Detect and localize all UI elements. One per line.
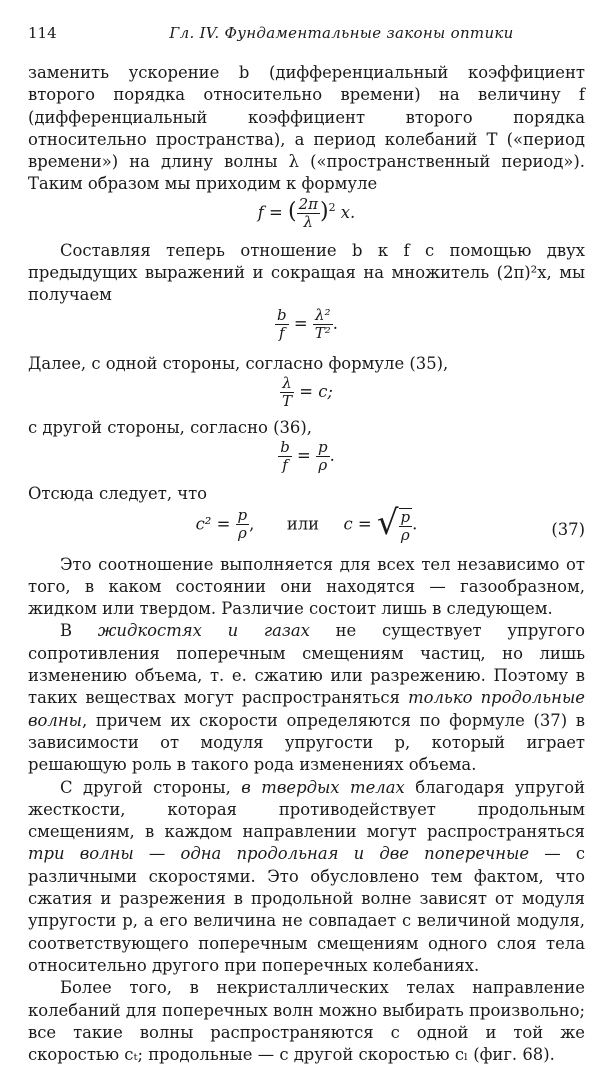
fraction-lambda-t (313, 307, 333, 342)
numerator: p (317, 438, 328, 457)
fraction-p-rho (236, 507, 250, 542)
period: . (329, 446, 335, 466)
fraction-2pi-lambda (297, 196, 320, 231)
page-header (28, 22, 585, 44)
numerator: b (276, 305, 287, 324)
fraction-lambda-t (280, 375, 294, 410)
numerator: 2π (298, 194, 318, 213)
text-run: , причем их скорости определяются по формуле (37) в зависимости от модуля упругости p, который играет решающую роль в такого рода изменениях объема. (28, 710, 585, 775)
formula-b-over-f-2 (28, 439, 585, 483)
numerator: λ (282, 373, 292, 392)
numerator: p (400, 507, 411, 526)
formula-37 (28, 502, 585, 554)
denominator: ρ (400, 525, 410, 544)
italic-run: три волны — одна продольная и две поперечные (28, 844, 530, 864)
paren-close: ) (319, 198, 329, 224)
denominator: λ (303, 212, 314, 231)
paragraph-2: Составляя теперь отношение b к f с помощью двух предыдущих выражений и сокращая на множитель (2π)²x, мы получаем (28, 240, 585, 305)
paragraph-6: Это соотношение выполняется для всех тел независимо от того, в каком состоянии они находятся — газообразном, жидком или твердом. Различие состоит лишь в следующем. (28, 554, 585, 619)
text-run: В (60, 621, 98, 641)
fraction-b-f (278, 439, 292, 474)
formula-lambda-over-t (28, 375, 585, 417)
fraction-p-rho-2 (399, 509, 413, 544)
equation-number: (37) (551, 519, 585, 539)
page-body (28, 62, 585, 1066)
denominator: T² (314, 323, 331, 342)
paragraph-4: с другой стороны, согласно (36), (28, 417, 312, 437)
paragraph-8 (28, 777, 585, 978)
paragraph-1: заменить ускорение b (дифференциальный коэффициент второго порядка относительно времени) на величину f (дифференциальный коэффициент второго порядка относительно пространства), а период колебаний T («период времени») на длину волны λ («пространственный период»). Таким образом мы приходим к формуле (28, 63, 585, 194)
sqrt-radicand (399, 508, 413, 544)
sqrt-sign: √ (376, 502, 399, 543)
numerator: b (280, 438, 290, 457)
running-title: Гл. IV. Фундаментальные законы оптики (169, 24, 514, 42)
denominator: ρ (237, 524, 247, 543)
italic-run: жидкостях и газах (97, 621, 310, 641)
text-run: С другой стороны, (60, 777, 242, 797)
page-number: 114 (28, 24, 57, 42)
fraction-b-f (275, 307, 289, 342)
period: . (412, 514, 418, 534)
text-run: благодаря упругой жесткости, которая противодействует продольным смещениям, в каждом направлении могут распространяться (28, 777, 585, 842)
numerator: λ² (315, 305, 331, 324)
formula-f (28, 196, 585, 240)
denominator: f (282, 456, 288, 475)
paren-open: ( (287, 198, 297, 224)
equals-sign: = (297, 446, 311, 466)
text-run: не существует упругого сопротивления поперечным смещениям частиц, но лишь изменению объема, т. е. сжатию или разрежению. Поэтому в таких веществах могут распространяться (28, 621, 585, 708)
paragraph-9: Более того, в некристаллических телах направление колебаний для поперечных волн можно выбирать произвольно; все такие волны распространяются с одной и той же скоростью cₜ; продольные — с другой скоростью cₗ (фиг. 68). (28, 978, 585, 1065)
exponent: 2 (328, 200, 336, 214)
denominator: T (282, 391, 293, 410)
fraction-p-rho (316, 439, 330, 474)
numerator: p (237, 506, 248, 525)
italic-run: в твердых телах (241, 777, 405, 797)
formula-rhs: = c; (299, 381, 333, 401)
denominator: ρ (318, 456, 328, 475)
paragraph-3: Далее, с одной стороны, согласно формуле (35), (28, 353, 449, 373)
formula-b-over-f (28, 307, 585, 353)
paragraph-5: Отсюда следует, что (28, 484, 208, 504)
formula-lhs: c² = (195, 514, 231, 534)
comma: , (249, 514, 255, 534)
denominator: f (279, 323, 285, 342)
formula-lhs: f = (257, 202, 283, 222)
or-word: или (286, 514, 320, 534)
paragraph-7 (28, 620, 585, 776)
equals-sign: = (293, 313, 308, 333)
formula-rhs: x. (340, 202, 356, 222)
period: . (332, 313, 339, 333)
formula-lhs-2: c = (343, 514, 372, 534)
italic-run: только продольные волны (28, 688, 585, 730)
text-run: — с различными скоростями. Это обусловлено тем фактом, что сжатия и разрежения в продольной волне зависят от модуля упругости p, а его величина не совпадает с величиной модуля, соответствующего поперечным смещениям одного слоя тела относительно другого при поперечных колебаниях. (28, 844, 585, 975)
